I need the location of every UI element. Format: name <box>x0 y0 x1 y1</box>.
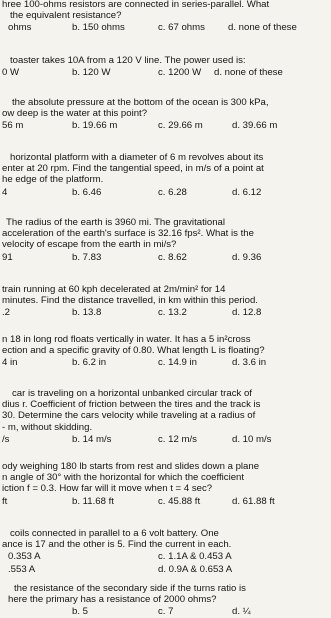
choice-b[interactable]: b. 150 ohms <box>72 22 125 34</box>
answer-choices <box>0 252 331 264</box>
question-8 <box>0 388 331 446</box>
choice-d[interactable]: d. 9.36 <box>232 251 262 263</box>
choice-a[interactable]: 91 <box>2 251 13 263</box>
choice-c[interactable]: c. 29.66 m <box>158 120 203 132</box>
question-stem: the resistance of the secondary side if the turns ratio is here the primary has a resistance of 2000 ohms? <box>8 583 246 606</box>
choice-a[interactable]: 4 <box>2 186 8 198</box>
choice-b[interactable]: b. 19.66 m <box>72 120 118 132</box>
question-stem: train running at 60 kph decelerated at 2m/min² for 14 minutes. Find the distance travelled, in km within this period. <box>2 284 258 307</box>
choice-a[interactable]: 0.353 A <box>8 551 41 563</box>
question-4 <box>0 152 331 199</box>
answer-choices <box>0 187 331 199</box>
choice-d[interactable]: d. 0.9A & 0.653 A <box>158 564 233 576</box>
choice-c[interactable]: c. 12 m/s <box>158 433 197 445</box>
choice-c[interactable]: c. 1.1A & 0.453 A <box>158 551 232 563</box>
answer-choices <box>0 606 331 618</box>
choice-a[interactable]: /s <box>2 433 10 445</box>
choice-a[interactable]: 4 in <box>2 357 18 369</box>
answer-choices <box>0 564 331 576</box>
question-stem: The radius of the earth is 3960 mi. The gravitational acceleration of the earth's surface is 32.16 fps². What is the velocity of escape from the earth in mi/s? <box>2 217 254 251</box>
question-stem: hree 100-ohms resistors are connected in series-parallel. What the equivalent resistance? <box>2 0 270 22</box>
answer-choices <box>0 434 331 446</box>
choice-d[interactable]: d. none of these <box>228 22 297 34</box>
answer-choices <box>0 496 331 508</box>
answer-choices <box>0 22 331 34</box>
choice-a[interactable]: .2 <box>2 307 11 319</box>
choice-a[interactable]: ft <box>2 495 8 507</box>
question-stem: toaster takes 10A from a 120 V line. The power used is: <box>10 55 246 66</box>
choice-b[interactable]: b. 7.83 <box>72 251 102 263</box>
choice-b[interactable]: b. 11.68 ft <box>72 495 114 507</box>
choice-c[interactable]: c. 67 ohms <box>158 22 205 34</box>
choice-a[interactable]: 0 W <box>2 67 20 79</box>
choice-c[interactable]: c. 6.28 <box>158 186 187 198</box>
answer-choices <box>0 120 331 132</box>
question-10 <box>0 528 331 576</box>
choice-d[interactable]: d. none of these <box>214 67 283 79</box>
choice-d[interactable]: d. ¼ <box>232 606 251 618</box>
choice-b[interactable]: b. 120 W <box>72 67 111 79</box>
question-stem: coils connected in parallel to a 6 volt battery. One ance is 17 and the other is 5. Find the current in each. <box>2 528 232 551</box>
question-1 <box>0 0 331 34</box>
answer-choices <box>0 551 331 563</box>
question-2 <box>0 55 331 79</box>
question-6 <box>0 284 331 319</box>
question-stem: the absolute pressure at the bottom of the ocean is 300 kPa, ow deep is the water at this point? <box>2 97 269 120</box>
choice-b[interactable]: b. 6.46 <box>72 186 102 198</box>
answer-choices <box>0 357 331 369</box>
question-11 <box>0 583 331 618</box>
choice-d[interactable]: d. 61.88 ft <box>232 495 275 507</box>
choice-b[interactable]: b. 13.8 <box>72 307 102 319</box>
choice-c[interactable]: c. 14.9 in <box>158 357 197 369</box>
question-3 <box>0 97 331 132</box>
choice-d[interactable]: d. 12.8 <box>232 307 262 319</box>
choice-d[interactable]: d. 10 m/s <box>232 433 272 445</box>
question-stem: horizontal platform with a diameter of 6 m revolves about its enter at 20 rpm. Find the tangential speed, in m/s of a point at he edge of the platform. <box>2 152 264 186</box>
choice-d[interactable]: d. 6.12 <box>232 186 262 198</box>
choice-a[interactable]: ohms <box>8 22 32 34</box>
choice-c[interactable]: c. 13.2 <box>158 307 187 319</box>
choice-c[interactable]: c. 1200 W <box>158 67 202 79</box>
question-5 <box>0 217 331 264</box>
answer-choices <box>0 67 331 79</box>
question-stem: n 18 in long rod floats vertically in water. It has a 5 in²cross ection and a specific gravity of 0.80. What length L is floating? <box>2 334 265 357</box>
choice-d[interactable]: d. 3.6 in <box>232 357 267 369</box>
question-stem: car is traveling on a horizontal unbanked circular track of dius r. Coefficient of friction between the tires and the track is 30. Determine the cars velocity while traveling at a radius of - m, without skidding. <box>2 388 261 433</box>
choice-c[interactable]: c. 45.88 ft <box>158 495 201 507</box>
answer-choices <box>0 307 331 319</box>
choice-c[interactable]: c. 8.62 <box>158 251 187 263</box>
choice-b[interactable]: b. 6.2 in <box>72 357 107 369</box>
question-7 <box>0 334 331 369</box>
question-9 <box>0 461 331 508</box>
question-stem: ody weighing 180 lb starts from rest and slides down a plane n angle of 30° with the horizontal for which the coefficient iction f = 0.3. How far will it move when t = 4 sec? <box>2 461 260 495</box>
choice-b[interactable]: b. 5 <box>72 606 89 618</box>
choice-c[interactable]: c. 7 <box>158 606 174 618</box>
choice-b[interactable]: b. 14 m/s <box>72 433 112 445</box>
choice-d[interactable]: d. 39.66 m <box>232 120 278 132</box>
choice-b[interactable]: .553 A <box>8 564 36 576</box>
choice-a[interactable]: 56 m <box>2 120 24 132</box>
